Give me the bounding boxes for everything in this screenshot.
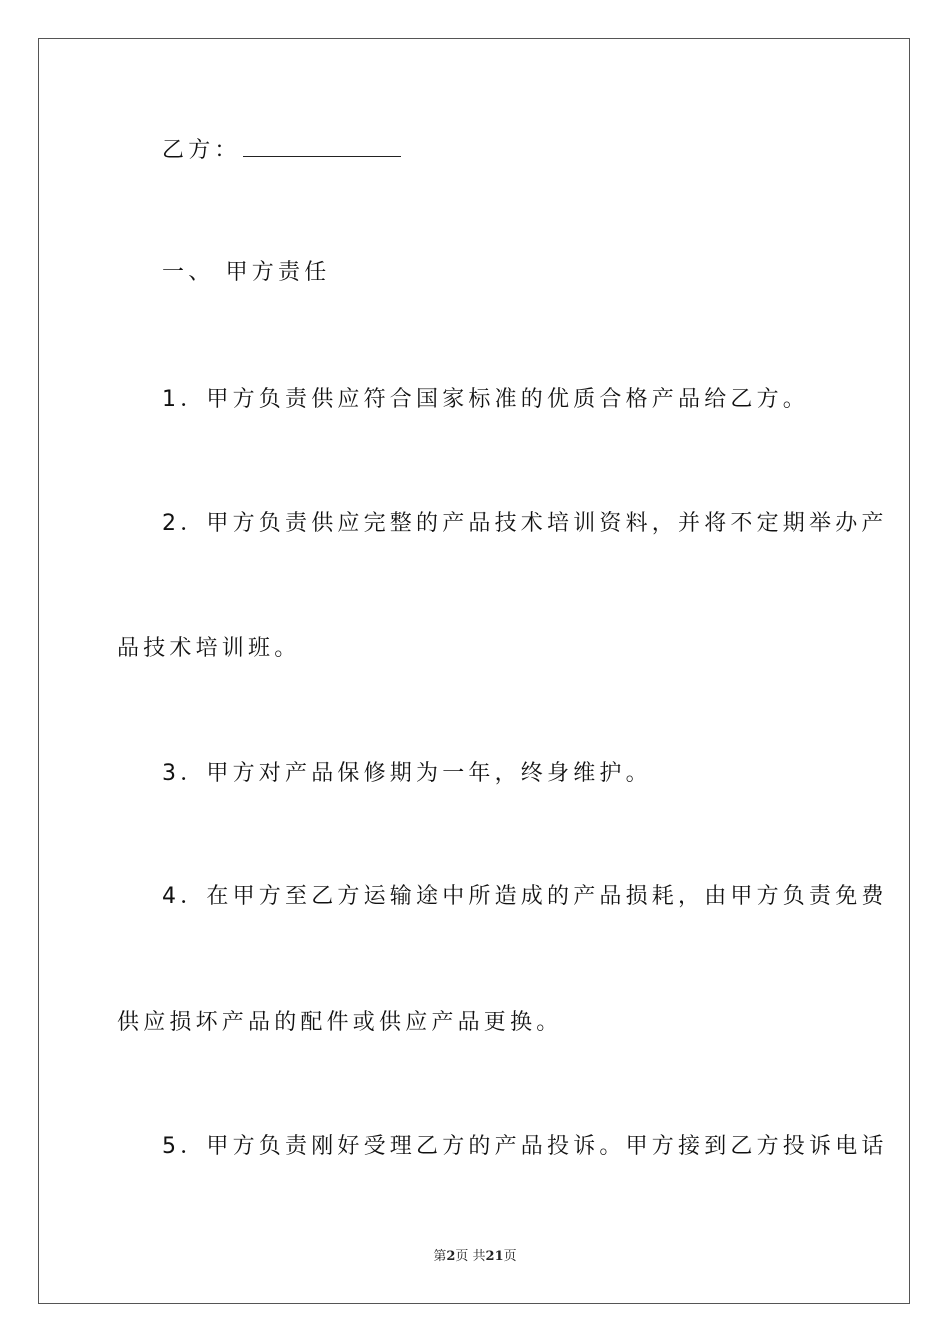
item-1: 1．甲方负责供应符合国家标准的优质合格产品给乙方。 <box>162 387 809 412</box>
footer-total-pages: 21 <box>485 1249 504 1264</box>
footer-middle: 页 共 <box>455 1249 486 1264</box>
item-2-line-1: 2．甲方负责供应完整的产品技术培训资料，并将不定期举办产 <box>162 511 888 536</box>
party-b-label: 乙方： <box>162 138 241 163</box>
footer-page-number: 2 <box>446 1249 456 1264</box>
footer-suffix: 页 <box>503 1249 517 1264</box>
item-5-line-1: 5．甲方负责刚好受理乙方的产品投诉。甲方接到乙方投诉电话 <box>162 1134 888 1159</box>
page-footer <box>0 1245 950 1264</box>
party-b-line <box>162 136 401 166</box>
party-b-blank-field[interactable] <box>243 136 401 157</box>
section-1-title: 一、 甲方责任 <box>162 260 331 285</box>
item-4-line-1: 4．在甲方至乙方运输途中所造成的产品损耗，由甲方负责免费 <box>162 884 888 909</box>
item-2-line-2: 品技术培训班。 <box>117 636 301 661</box>
item-3: 3．甲方对产品保修期为一年，终身维护。 <box>162 761 652 786</box>
page-border <box>38 38 910 1304</box>
footer-prefix: 第 <box>433 1249 447 1264</box>
item-4-line-2: 供应损坏产品的配件或供应产品更换。 <box>117 1010 563 1035</box>
